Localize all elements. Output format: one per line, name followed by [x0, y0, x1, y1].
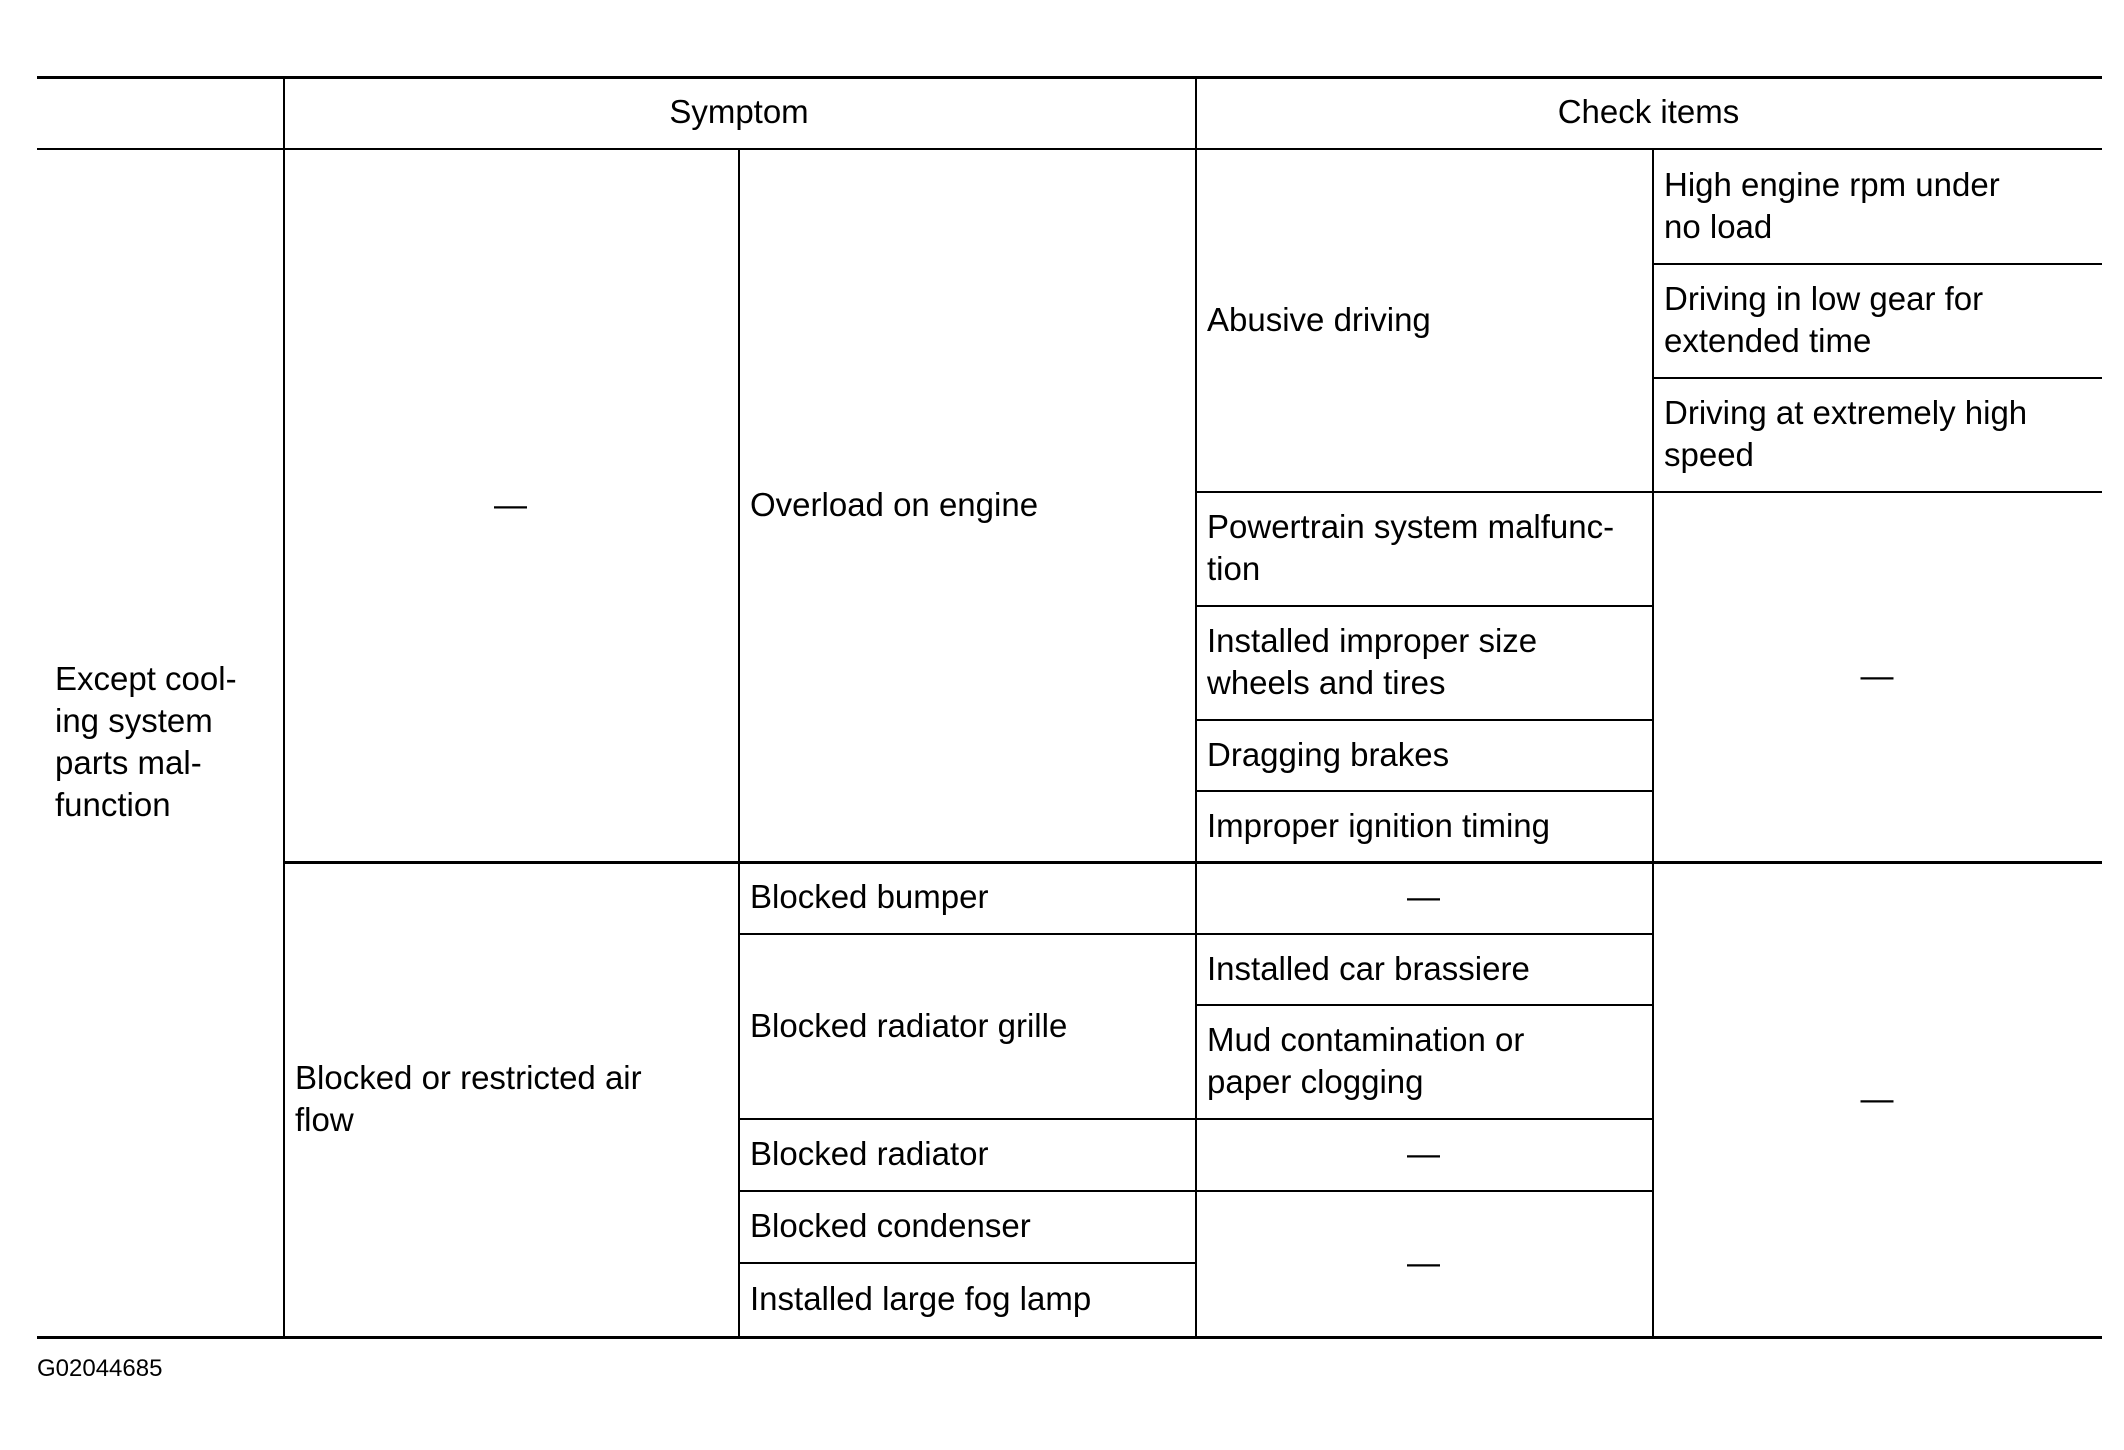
- condenser-dash-cell: —: [1407, 1244, 1440, 1281]
- fog-lamp-cell: Installed large fog lamp: [750, 1280, 1092, 1317]
- high-speed-cell: Driving at extremely high speed: [1664, 394, 2028, 473]
- ignition-cell: Improper ignition timing: [1207, 806, 1550, 844]
- high-rpm-cell: High engine rpm under no load: [1664, 165, 2000, 245]
- abusive-driving-cell: Abusive driving: [1207, 300, 1431, 338]
- group1-symptom-cell: —: [494, 485, 527, 523]
- mud-cell: Mud contamination or paper clogging: [1207, 1021, 1525, 1100]
- powertrain-cell: Powertrain system malfunc- tion: [1207, 508, 1615, 587]
- grille-cell: Blocked radiator grille: [750, 1006, 1068, 1044]
- bumper-cell: Blocked bumper: [750, 878, 989, 915]
- brakes-cell: Dragging brakes: [1207, 735, 1450, 773]
- low-gear-cell: Driving in low gear for extended time: [1664, 280, 1984, 359]
- radiator-cell: Blocked radiator: [750, 1135, 989, 1172]
- group2-dash-cell: —: [1860, 1079, 1894, 1117]
- wheels-cell: Installed improper size wheels and tires: [1207, 622, 1538, 701]
- check-items-header: Check items: [1557, 93, 1740, 130]
- figure-id: G02044685: [37, 1355, 163, 1382]
- symptom-header: Symptom: [669, 93, 809, 130]
- category-cell: Except cool- ing system parts mal- function: [55, 660, 237, 823]
- bumper-dash-cell: —: [1407, 878, 1440, 915]
- overload-cell: Overload on engine: [750, 485, 1039, 523]
- group1-dash-cell: —: [1860, 657, 1894, 694]
- radiator-dash-cell: —: [1407, 1135, 1440, 1172]
- condenser-cell: Blocked condenser: [750, 1207, 1031, 1244]
- airflow-cell: Blocked or restricted air flow: [295, 1058, 642, 1138]
- brassiere-cell: Installed car brassiere: [1207, 949, 1530, 987]
- table-rule-bottom: [37, 1336, 2102, 1339]
- check-items-table: [37, 76, 2102, 1336]
